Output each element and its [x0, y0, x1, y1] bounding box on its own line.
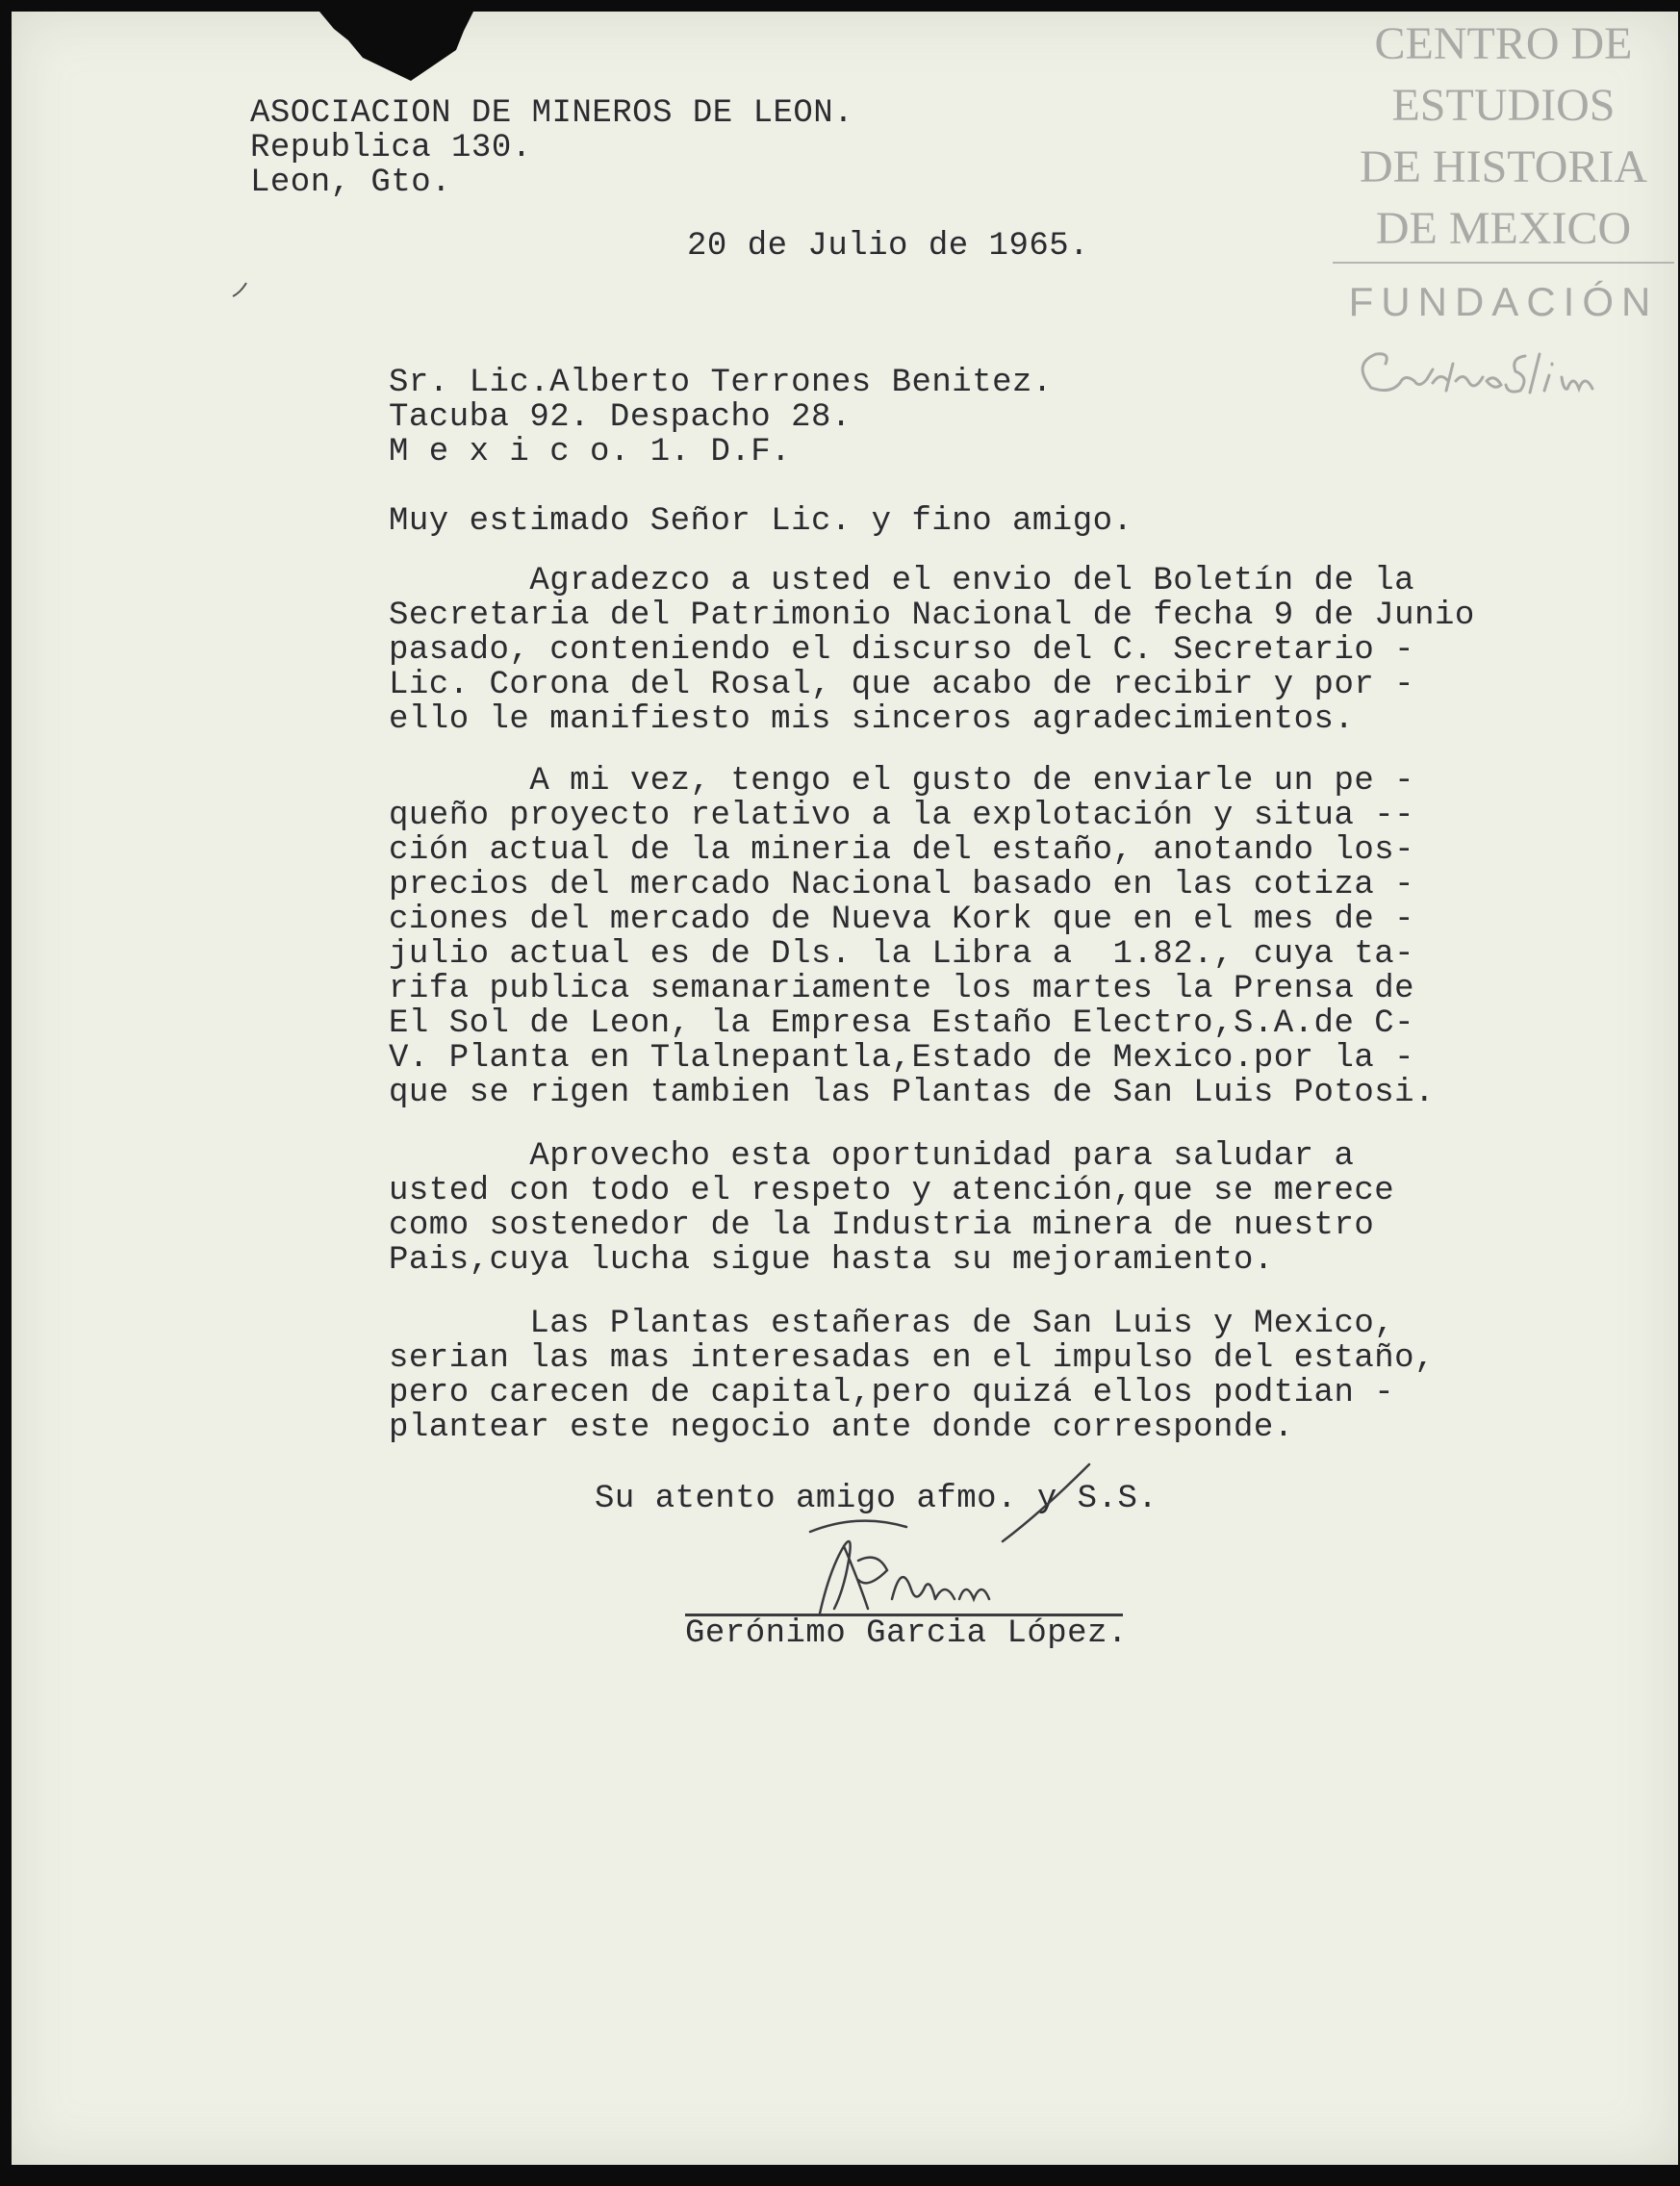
- watermark-line: ESTUDIOS: [1391, 80, 1616, 131]
- body-line: Agradezco a usted el envio del Boletín de la: [389, 563, 1415, 599]
- body-paragraph-4: [389, 1307, 1435, 1445]
- body-paragraph-1: [389, 564, 1475, 737]
- body-line: precios del mercado Nacional basado en las cotiza -: [389, 867, 1415, 903]
- body-line: queño proyecto relativo a la explotación y situa --: [389, 798, 1415, 834]
- body-line: usted con todo el respeto y atención,que se merece: [389, 1173, 1395, 1209]
- body-line: A mi vez, tengo el gusto de enviarle un pe -: [389, 763, 1415, 800]
- letterhead-city: Leon, Gto.: [250, 165, 452, 201]
- body-line: como sostenedor de la Industria minera de nuestro: [389, 1207, 1375, 1244]
- handwritten-signature: [801, 1455, 1108, 1618]
- body-line: plantear este negocio ante donde corresponde.: [389, 1410, 1294, 1446]
- body-line: Secretaria del Patrimonio Nacional de fecha 9 de Junio: [389, 597, 1475, 634]
- closing: Su atento amigo afmo. y S.S.: [595, 1481, 1158, 1517]
- letter-page: [12, 12, 1678, 2165]
- signer-name: Gerónimo Garcia López.: [685, 1615, 1128, 1652]
- stray-mark: [231, 281, 250, 300]
- watermark-foundation: FUNDACIÓN: [1348, 279, 1659, 324]
- torn-corner: [319, 12, 473, 89]
- body-paragraph-3: [389, 1139, 1394, 1278]
- body-line: Aprovecho esta oportunidad para saludar a: [389, 1138, 1355, 1175]
- body-line: julio actual es de Dls. la Libra a 1.82., cuya ta-: [389, 936, 1415, 973]
- watermark-signature-logo: [1333, 335, 1674, 412]
- body-line: que se rigen tambien las Plantas de San Luis Potosi.: [389, 1075, 1435, 1111]
- watermark-line: CENTRO DE: [1374, 18, 1633, 69]
- letter-date: 20 de Julio de 1965.: [687, 228, 1090, 265]
- letterhead-org: ASOCIACION DE MINEROS DE LEON.: [250, 95, 854, 132]
- body-line: pero carecen de capital,pero quizá ellos podtian -: [389, 1375, 1395, 1411]
- recipient-name: Sr. Lic.Alberto Terrones Benitez.: [389, 365, 1053, 401]
- body-line: pasado, conteniendo el discurso del C. Secretario -: [389, 632, 1415, 669]
- recipient-address: Tacuba 92. Despacho 28.: [389, 399, 852, 436]
- body-paragraph-2: [389, 764, 1435, 1110]
- body-line: V. Planta en Tlalnepantla,Estado de Mexico.por la -: [389, 1040, 1415, 1077]
- salutation: Muy estimado Señor Lic. y fino amigo.: [389, 503, 1133, 540]
- body-line: serian las mas interesadas en el impulso del estaño,: [389, 1340, 1435, 1377]
- body-line: Lic. Corona del Rosal, que acabo de recibir y por -: [389, 667, 1415, 703]
- letterhead-street: Republica 130.: [250, 130, 532, 166]
- watermark-line: DE HISTORIA: [1359, 141, 1648, 192]
- watermark-line: DE MEXICO: [1375, 203, 1632, 254]
- watermark-divider: [1333, 262, 1674, 264]
- body-line: ción actual de la mineria del estaño, anotando los-: [389, 832, 1415, 869]
- body-line: El Sol de Leon, la Empresa Estaño Electro,S.A.de C-: [389, 1005, 1415, 1042]
- body-line: rifa publica semanariamente los martes la Prensa de: [389, 971, 1415, 1007]
- recipient-city: M e x i c o. 1. D.F.: [389, 434, 792, 470]
- body-line: ello le manifiesto mis sinceros agradecimientos.: [389, 701, 1355, 738]
- body-line: Las Plantas estañeras de San Luis y Mexico,: [389, 1306, 1395, 1342]
- body-line: Pais,cuya lucha sigue hasta su mejoramiento.: [389, 1242, 1274, 1279]
- archive-watermark: [1333, 13, 1674, 412]
- body-line: ciones del mercado de Nueva Kork que en el mes de -: [389, 902, 1415, 938]
